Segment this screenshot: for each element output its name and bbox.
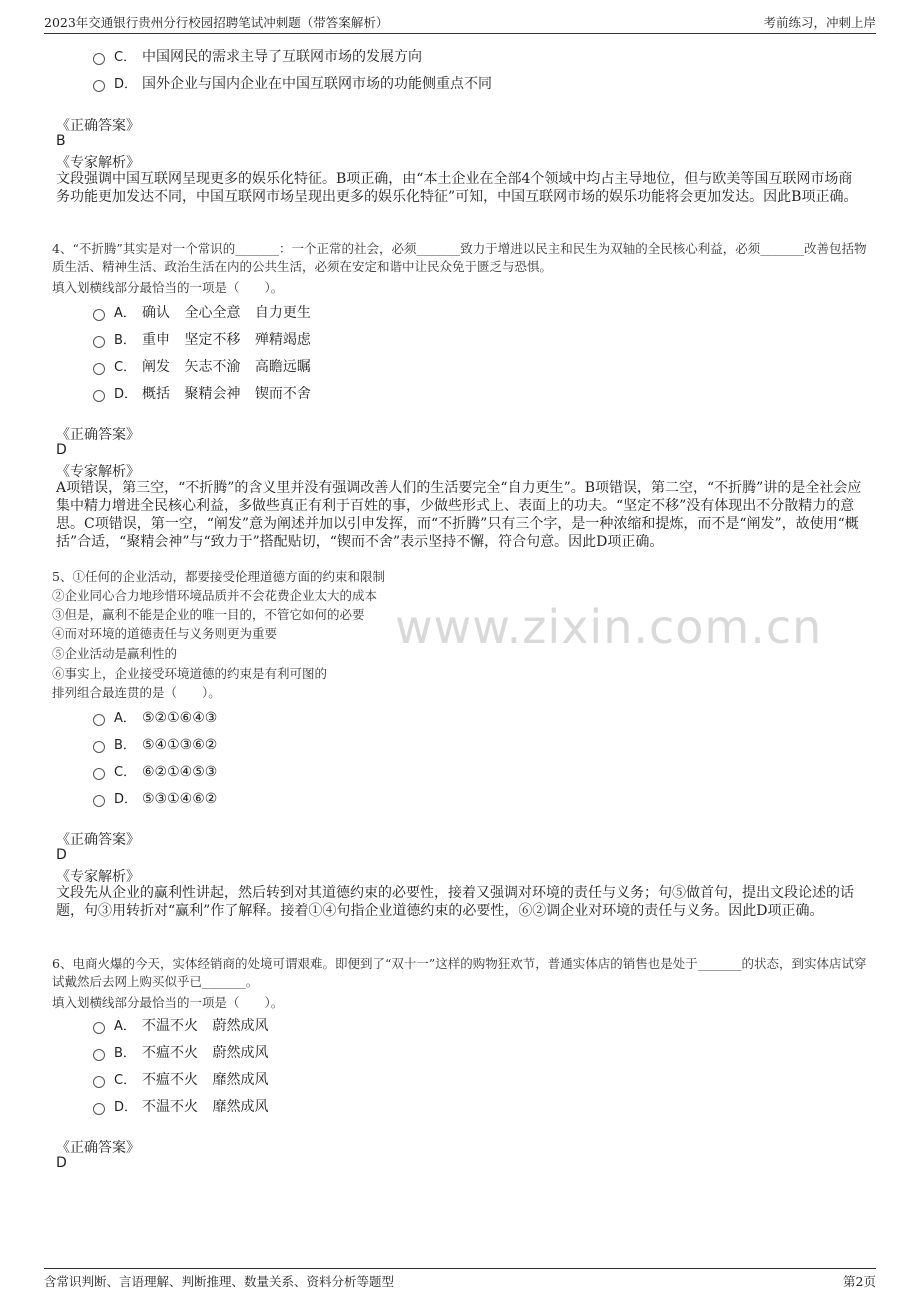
footer-subjects: 含常识判断、言语理解、判断推理、数量关系、资料分析等题型 <box>44 1274 395 1289</box>
q5-line-6: ⑥事实上，企业接受环境道德的约束是有利可图的 <box>52 666 328 681</box>
option-text: 概括 聚精会神 锲而不舍 <box>142 386 311 402</box>
q6-answer-label: 《正确答案》 <box>56 1140 140 1156</box>
option-letter: B． <box>114 333 136 348</box>
option-letter: A． <box>114 711 136 726</box>
q6-option-a[interactable] <box>93 1015 268 1035</box>
radio-icon[interactable] <box>93 309 105 321</box>
option-letter: D． <box>114 387 138 402</box>
radio-icon[interactable] <box>93 1049 105 1061</box>
radio-icon[interactable] <box>93 768 105 780</box>
option-text: 确认 全心全意 自力更生 <box>142 305 311 321</box>
q4-analysis: A项错误，第三空，“不折腾”的含义里并没有强调改善人们的生活要完全“自力更生”。B项错误，第二空，“不折腾”讲的是全社会应集中精力增进全民核心利益，多做些真正有利于百姓的事，少做些形式上、表面上的功夫。“坚定不移”没有体现出不分散精力的意思。C项错误，第一空，“阐发”意为阐述并加以引申发挥，而“不折腾”只有三个字，是一种浓缩和提炼，而不是“阐发”，故使用“概括”合适，“聚精会神”与“致力于”搭配贴切，“锲而不舍”表示坚持不懈，符合句意。因此D项正确。 <box>56 480 862 550</box>
option-letter: B． <box>114 1046 136 1061</box>
q6-answer: D <box>56 1155 67 1171</box>
option-letter: C． <box>114 1073 137 1088</box>
option-letter: A． <box>114 306 136 321</box>
q3-answer-label: 《正确答案》 <box>56 118 140 134</box>
option-letter: D． <box>114 77 138 92</box>
option-letter: C． <box>114 360 137 375</box>
q5-answer: D <box>56 847 67 863</box>
q6-option-c[interactable] <box>93 1069 268 1089</box>
option-letter: C． <box>114 50 137 65</box>
option-letter: A． <box>114 1019 136 1034</box>
q5-line-2: ②企业同心合力地珍惜环境品质并不会花费企业太大的成本 <box>52 588 378 603</box>
q3-option-d[interactable] <box>93 73 492 93</box>
option-text: 不瘟不火 靡然成风 <box>142 1072 269 1088</box>
radio-icon[interactable] <box>93 390 105 402</box>
q4-stem: 4、“不折腾”其实是对一个常识的_______：一个正常的社会，必须_______致力于增进以民主和民生为双轴的全民核心利益，必须_______改善包括物质生活、精神生活、政治生活在内的公共生活，必须在安定和谐中让民众免于匮乏与恐惧。 <box>52 241 867 274</box>
q6-stem: 6、电商火爆的今天，实体经销商的处境可谓艰难。即便到了“双十一”这样的购物狂欢节，普通实体店的销售也是处于_______的状态，到实体店试穿试戴然后去网上购买似乎已_______。 <box>52 956 867 989</box>
radio-icon[interactable] <box>93 336 105 348</box>
header-slogan: 考前练习，冲刺上岸 <box>763 15 876 30</box>
radio-icon[interactable] <box>93 795 105 807</box>
option-letter: C． <box>114 765 137 780</box>
q4-analysis-label: 《专家解析》 <box>56 464 140 480</box>
q5-analysis-label: 《专家解析》 <box>56 869 140 885</box>
radio-icon[interactable] <box>93 363 105 375</box>
page-header <box>44 11 876 34</box>
q6-option-b[interactable] <box>93 1042 268 1062</box>
q4-option-c[interactable] <box>93 356 311 376</box>
q5-answer-label: 《正确答案》 <box>56 832 140 848</box>
option-text: ⑥②①④⑤③ <box>142 764 218 780</box>
option-text: 阐发 矢志不渝 高瞻远瞩 <box>142 359 311 375</box>
q5-prompt: 排列组合最连贯的是（ ）。 <box>52 685 221 700</box>
q4-answer-label: 《正确答案》 <box>56 427 140 443</box>
q3-answer: B <box>56 133 66 149</box>
option-letter: B． <box>114 738 136 753</box>
option-text: 重申 坚定不移 殚精竭虑 <box>142 332 311 348</box>
option-text: ⑤③①④⑥② <box>142 791 218 807</box>
radio-icon[interactable] <box>93 1076 105 1088</box>
q5-analysis: 文段先从企业的赢利性讲起，然后转到对其道德约束的必要性，接着又强调对环境的责任与义务；句⑤做首句，提出文段论述的话题，句③用转折对“赢利”作了解释。接着①④句指企业道德约束的必要性，⑥②调企业对环境的责任与义务。因此D项正确。 <box>56 885 854 919</box>
q3-analysis: 文段强调中国互联网呈现更多的娱乐化特征。B项正确，由“本土企业在全部4个领域中均占主导地位，但与欧美等国互联网市场商务功能更加发达不同，中国互联网市场呈现出更多的娱乐化特征”可知，中国互联网市场的娱乐功能将会更加发达。因此B项正确。 <box>56 171 858 205</box>
option-text: 不瘟不火 蔚然成风 <box>142 1045 269 1061</box>
q5-line-3: ③但是，赢利不能是企业的唯一目的，不管它如何的必要 <box>52 607 365 622</box>
q4-option-a[interactable] <box>93 302 311 322</box>
option-text: 中国网民的需求主导了互联网市场的发展方向 <box>142 49 422 65</box>
option-letter: D． <box>114 792 138 807</box>
q3-option-c[interactable] <box>93 46 422 66</box>
q3-analysis-label: 《专家解析》 <box>56 155 140 171</box>
q5-line-5: ⑤企业活动是赢利性的 <box>52 646 178 661</box>
q4-option-b[interactable] <box>93 329 311 349</box>
page-number: 第2页 <box>843 1274 876 1289</box>
q5-line-1: 5、①任何的企业活动，都要接受伦理道德方面的约束和限制 <box>52 569 385 584</box>
q4-answer: D <box>56 442 67 458</box>
q5-option-b[interactable] <box>93 734 217 754</box>
page-footer <box>44 1268 876 1291</box>
watermark: www.zixin.com.cn <box>395 600 823 654</box>
radio-icon[interactable] <box>93 53 105 65</box>
q5-line-4: ④而对环境的道德责任与义务则更为重要 <box>52 626 278 641</box>
q4-prompt: 填入划横线部分最恰当的一项是（ ）。 <box>52 280 284 295</box>
q6-prompt: 填入划横线部分最恰当的一项是（ ）。 <box>52 995 284 1010</box>
q4-option-d[interactable] <box>93 383 311 403</box>
option-text: 不温不火 蔚然成风 <box>142 1018 269 1034</box>
option-text: 国外企业与国内企业在中国互联网市场的功能侧重点不同 <box>142 76 492 92</box>
option-letter: D． <box>114 1100 138 1115</box>
radio-icon[interactable] <box>93 714 105 726</box>
q5-option-c[interactable] <box>93 761 217 781</box>
q5-option-a[interactable] <box>93 707 217 727</box>
radio-icon[interactable] <box>93 741 105 753</box>
q6-option-d[interactable] <box>93 1096 268 1116</box>
q5-option-d[interactable] <box>93 788 217 808</box>
option-text: ⑤④①③⑥② <box>142 737 218 753</box>
option-text: 不温不火 靡然成风 <box>142 1099 269 1115</box>
radio-icon[interactable] <box>93 80 105 92</box>
document-title: 2023年交通银行贵州分行校园招聘笔试冲刺题（带答案解析） <box>44 15 389 30</box>
option-text: ⑤②①⑥④③ <box>142 710 218 726</box>
radio-icon[interactable] <box>93 1103 105 1115</box>
radio-icon[interactable] <box>93 1022 105 1034</box>
